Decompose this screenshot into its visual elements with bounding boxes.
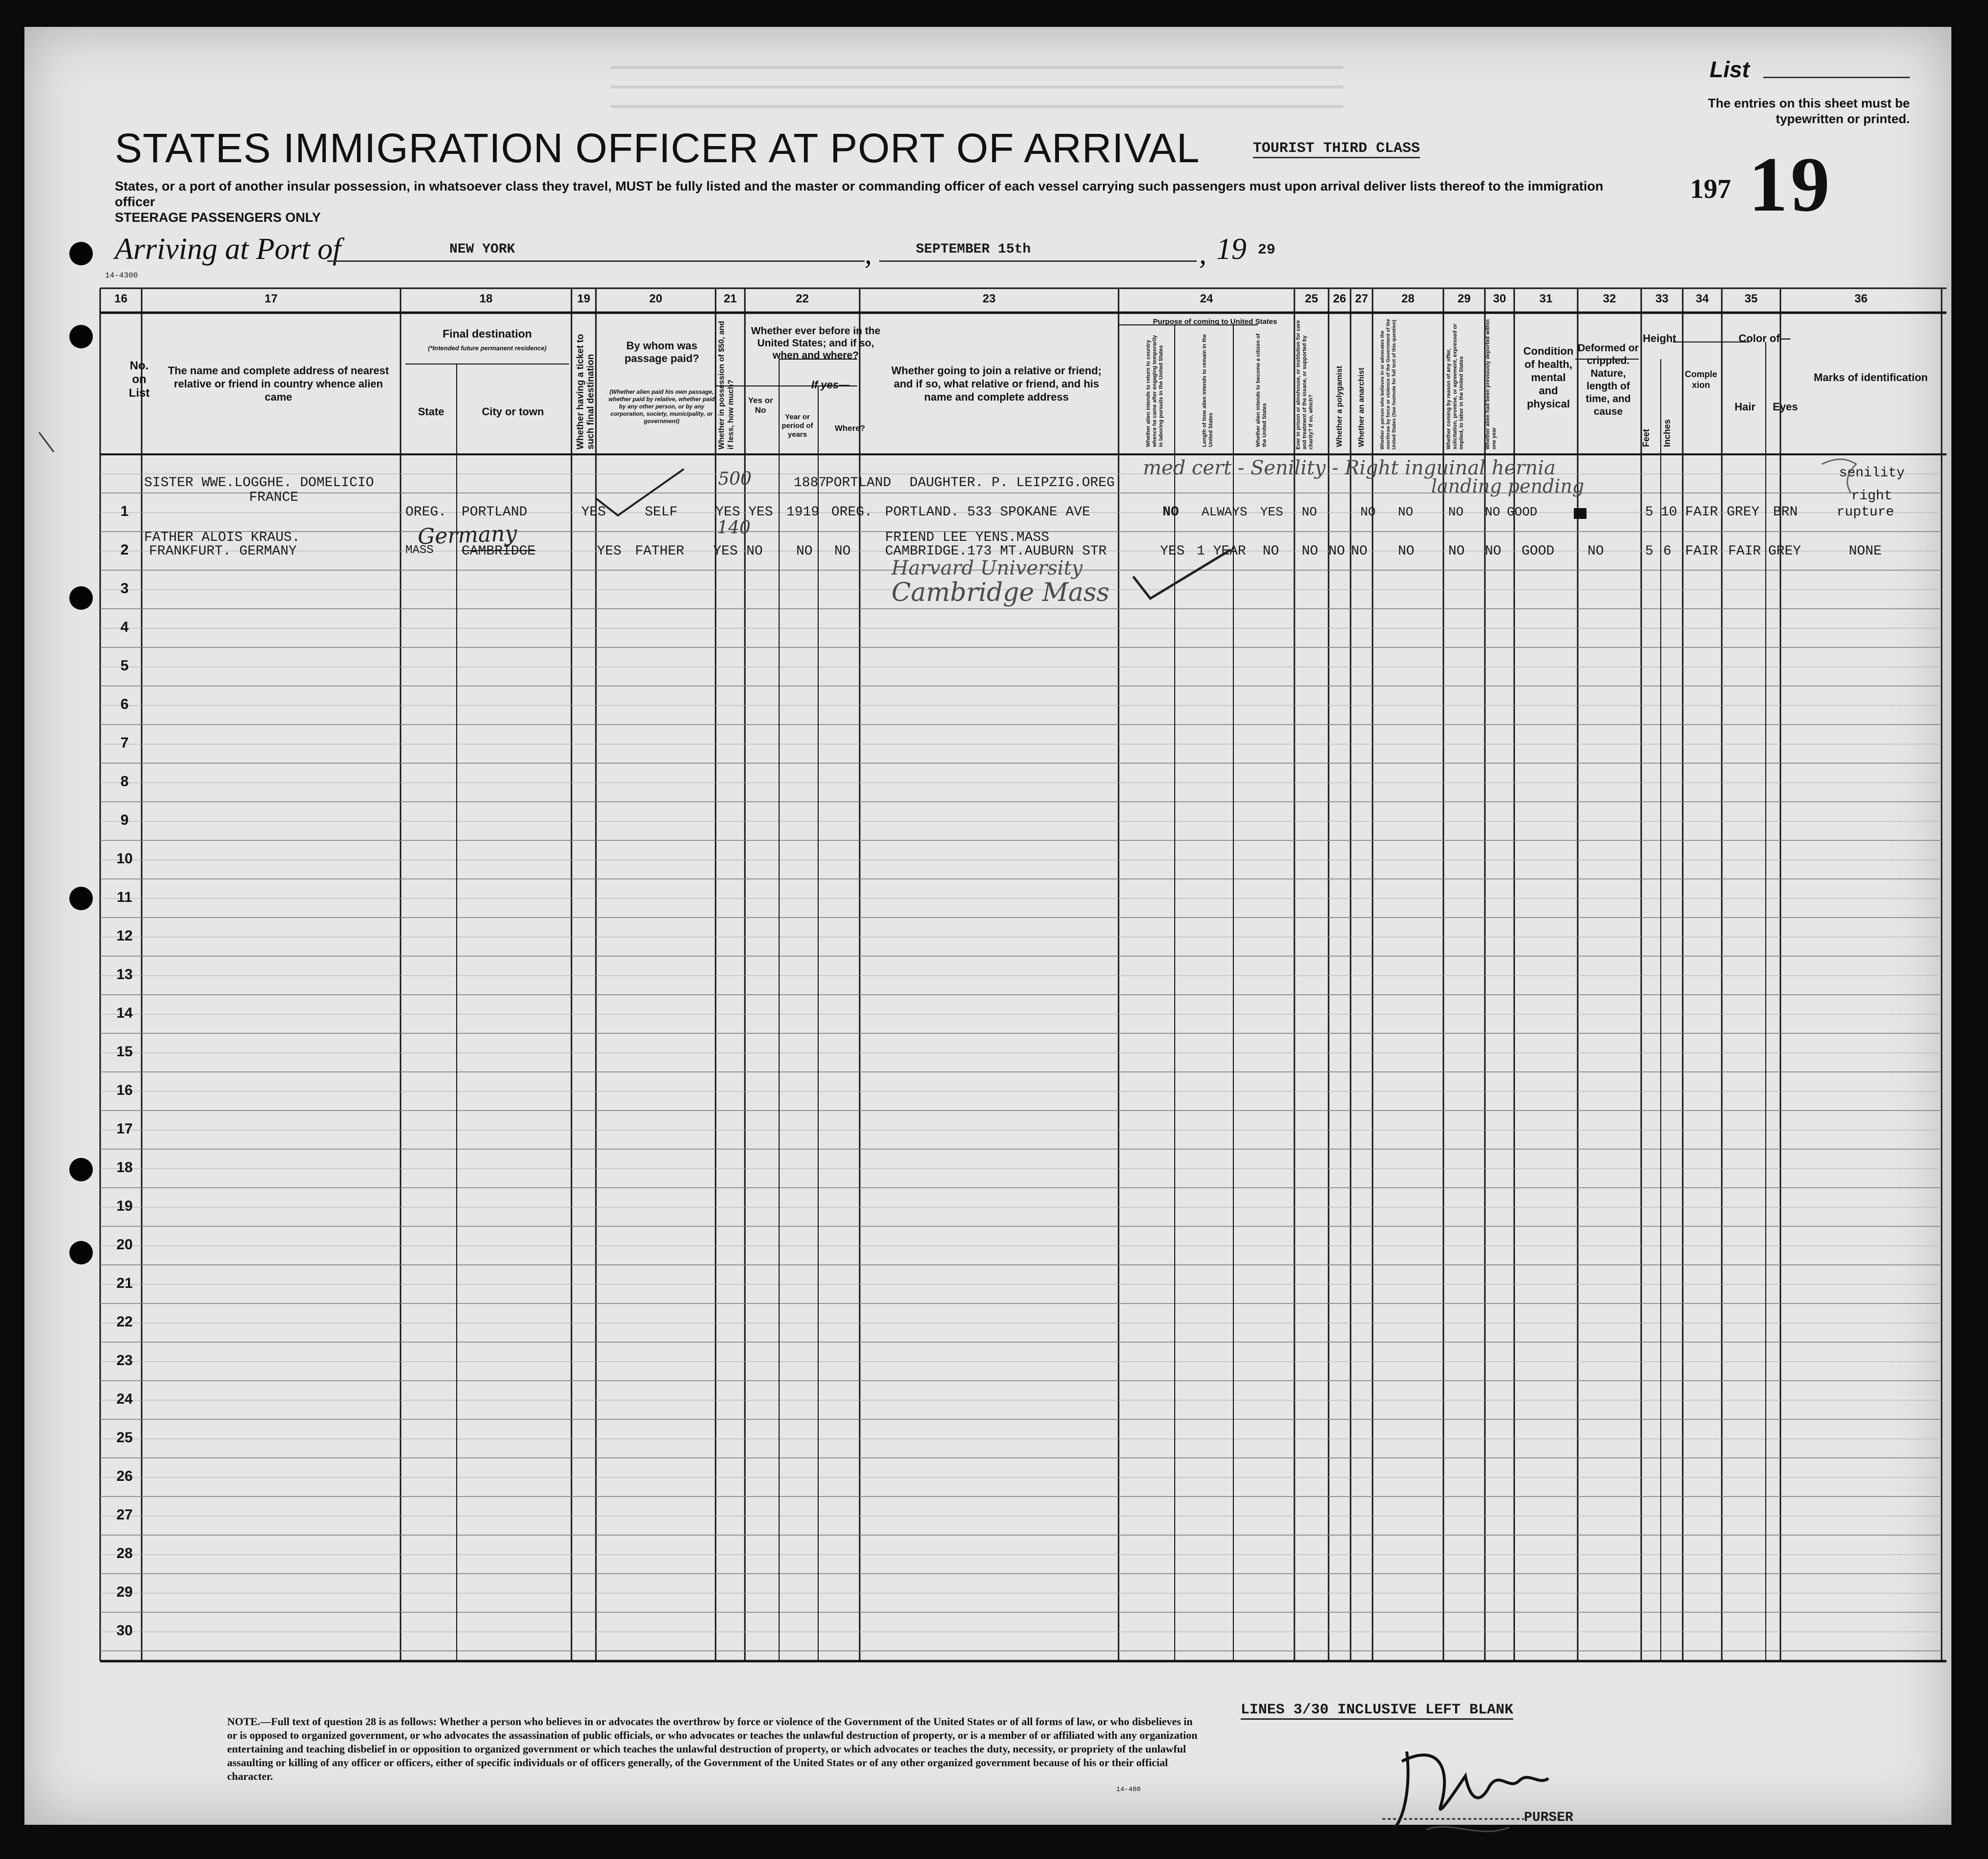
header-paid-by: By whom was passage paid? xyxy=(624,340,699,364)
column-number: 21 xyxy=(723,292,737,305)
comma: , xyxy=(865,237,872,270)
header-join: Whether going to join a relative or friend; and if so, what relative or friend, and his name and complete address xyxy=(891,364,1102,403)
cell-money: YES xyxy=(713,544,738,559)
cell-city: PORTLAND xyxy=(462,505,528,520)
header-state: State xyxy=(418,406,444,418)
row-number: 25 xyxy=(116,1430,133,1446)
column-number: 17 xyxy=(264,292,278,305)
header-relative: The name and complete address of nearest relative or friend in country whence alien came xyxy=(168,364,389,403)
column-number: 24 xyxy=(1200,292,1213,305)
column-number: 29 xyxy=(1458,292,1471,305)
year-suffix: 29 xyxy=(1258,242,1276,258)
footer-note: NOTE.—Full text of question 28 is as follows: Whether a person who believes in or advocates the overthrow by force or violence of the Government of the United States or of all forms of law, or who disbelieves in or is opposed to organized government, or who advocates the assassination of public officials, or who advocates or teaches the unlawful destruction of property, or is a member of or affiliated with any organization entertaining and teaching disbelief in or opposition to organized government or which teaches the unlawful destruction of property, or which advocates or teaches the duty, necessity, or propriety of the unlawful assaulting or killing of any officer or officers, either of specific individuals or of officers generally, of the Government of the United States or of any other organized government because of his or their official character. xyxy=(227,1715,1198,1782)
footer-form-code: 14-480 xyxy=(1116,1786,1141,1794)
cell-prison: NO xyxy=(1302,505,1317,519)
header-deported: Whether alien had been previously deported within one year xyxy=(1485,319,1497,449)
header-inches: Inches xyxy=(1662,419,1672,447)
cell-year: 1887 xyxy=(794,475,827,491)
header-citizen: Whether alien intends to become a citizen of the United States xyxy=(1255,333,1268,447)
header-overthrow: Whether a person who believes in or advocates the overthrow by force or violence of the Government of the United States (See footnote for full text of this question) xyxy=(1380,319,1397,449)
cell-feet: 5 xyxy=(1645,505,1653,520)
cell-before: NO xyxy=(746,544,763,559)
handwritten-annotation: landing pending xyxy=(1431,475,1585,497)
header-prison: Ever in prison or almshouse, or institution for care and treatment of the insane, or supported by charity? If so, which? xyxy=(1295,320,1314,449)
row-number: 1 xyxy=(120,503,129,519)
header-complexion: Complexion xyxy=(1685,369,1717,390)
cell-deformed-blot xyxy=(1574,508,1586,519)
handwritten-annotation: med cert - Senility - Right inguinal hernia xyxy=(1143,457,1556,479)
cell-feet: 5 xyxy=(1645,544,1653,559)
column-number: 26 xyxy=(1333,292,1346,305)
cell-prison: NO xyxy=(1302,544,1318,559)
header-anarchist: Whether an anarchist xyxy=(1357,367,1366,447)
port-value: NEW YORK xyxy=(449,242,515,257)
row-number: 28 xyxy=(116,1545,133,1561)
cell-where: OREG. xyxy=(831,505,873,520)
row-number: 27 xyxy=(116,1507,133,1523)
purser-label: PURSER xyxy=(1524,1810,1573,1825)
cell-year: 1919 xyxy=(786,505,820,520)
row-number: 10 xyxy=(116,851,133,867)
cell-ticket: YES xyxy=(597,544,622,559)
column-number: 36 xyxy=(1854,292,1868,305)
cell-return: YES xyxy=(1160,544,1185,559)
cell-state: OREG. xyxy=(405,505,447,520)
header-yes-no: Yes or No xyxy=(748,396,773,415)
cell-citizen: YES xyxy=(1260,505,1283,519)
header-color: Color of— xyxy=(1738,332,1791,344)
header-before: Whether ever before in the United States; and if so, when and where? xyxy=(751,325,881,361)
cell-year: NO xyxy=(796,544,813,559)
row-number: 19 xyxy=(116,1198,133,1214)
row-number: 17 xyxy=(116,1121,133,1137)
cell-money-handwritten: 500 xyxy=(718,469,752,489)
cell-relative: FATHER ALOIS KRAUS. xyxy=(144,530,300,545)
cell-complexion: FAIR xyxy=(1685,544,1718,559)
row-number: 26 xyxy=(116,1468,133,1484)
row-number: 29 xyxy=(116,1584,133,1600)
column-number: 22 xyxy=(796,292,809,305)
row-number: 21 xyxy=(116,1275,133,1291)
header-where: Where? xyxy=(834,424,866,433)
header-city: City or town xyxy=(482,406,544,418)
year-prefix: 19 xyxy=(1216,233,1247,266)
handwritten-join: Cambridge Mass xyxy=(891,578,1110,607)
page-title: STATES IMMIGRATION OFFICER AT PORT OF ARRIVAL xyxy=(115,125,1200,171)
cell-anarchist: NO xyxy=(1360,505,1376,519)
lines-blank: LINES 3/30 INCLUSIVE LEFT BLANK xyxy=(1241,1702,1513,1720)
row-number: 30 xyxy=(116,1623,133,1639)
cell-eyes: BRN xyxy=(1773,505,1798,520)
header-eyes: Eyes xyxy=(1773,401,1798,413)
rules-text: States, or a port of another insular possession, in whatsoever class they travel, MUST be fully listed and the master or commanding officer of each vessel carrying such passengers must upon arrival deliver lists thereof to the immigration officer STEERAGE PASSENGERS ONLY xyxy=(115,179,1604,225)
cell-polygamist: NO xyxy=(1329,544,1345,559)
cell-marks: right xyxy=(1851,489,1893,504)
header-ticket: Whether having a ticket to such final destination xyxy=(575,334,596,449)
column-number: 35 xyxy=(1744,292,1758,305)
row-number: 3 xyxy=(120,580,129,597)
row-number: 24 xyxy=(116,1391,133,1407)
row-number: 23 xyxy=(116,1352,133,1368)
column-number: 16 xyxy=(114,292,127,305)
purser-signature xyxy=(1382,1732,1627,1859)
sheet-prefix: 197 xyxy=(1690,174,1731,204)
row-number: 20 xyxy=(116,1237,133,1253)
column-number: 34 xyxy=(1695,292,1709,305)
column-number: 32 xyxy=(1603,292,1616,305)
header-final-destination-sub: (*Intended future permanent residence) xyxy=(428,344,547,352)
cell-where: NO xyxy=(834,544,851,559)
row-number: 12 xyxy=(116,928,133,944)
header-final-destination: Final destination xyxy=(443,327,532,340)
header-marks: Marks of identification xyxy=(1814,371,1928,384)
column-number: 31 xyxy=(1539,292,1553,305)
cell-offer: NO xyxy=(1448,544,1465,559)
cell-inches: 6 xyxy=(1663,544,1671,559)
row-number: 8 xyxy=(120,773,129,790)
row-number: 9 xyxy=(120,812,129,828)
sheet-number: 19 xyxy=(1749,141,1833,228)
comma: , xyxy=(1199,237,1206,270)
header-no-on-list: No. on List xyxy=(128,359,150,400)
cell-relative: FRANCE xyxy=(249,490,298,505)
cell-join: PORTLAND. 533 SPOKANE AVE xyxy=(885,505,1091,520)
cell-complexion: FAIR xyxy=(1685,505,1718,520)
cell-overthrow: NO xyxy=(1398,505,1414,519)
column-number: 28 xyxy=(1401,292,1415,305)
row-number: 11 xyxy=(117,889,132,905)
header-purpose: Purpose of coming to United States xyxy=(1153,318,1277,326)
column-number: 23 xyxy=(982,292,996,305)
cell-paid-by: FATHER xyxy=(635,544,684,559)
cell-money: YES xyxy=(716,505,740,520)
cell-marks: rupture xyxy=(1837,505,1894,520)
cell-overthrow: NO xyxy=(1398,544,1415,559)
cell-hair: FAIR xyxy=(1728,544,1761,559)
column-number: 25 xyxy=(1305,292,1318,305)
cell-citizen: NO xyxy=(1263,544,1279,559)
cell-before: YES xyxy=(748,505,773,520)
cell-money-handwritten: 140 xyxy=(717,518,751,538)
cell-hair: GREY xyxy=(1727,505,1760,520)
row-number: 14 xyxy=(116,1005,133,1021)
manifest-sheet xyxy=(24,27,1951,1825)
cell-length: 1 YEAR xyxy=(1197,544,1246,559)
column-number: 27 xyxy=(1355,292,1368,305)
row-number: 16 xyxy=(116,1082,133,1098)
cell-marks: senility xyxy=(1839,466,1905,481)
cell-health: GOOD xyxy=(1507,505,1538,519)
class-label: TOURIST THIRD CLASS xyxy=(1253,140,1420,158)
cell-paid-by: SELF xyxy=(645,505,678,520)
header-health: Condition of health, mental and physical xyxy=(1523,345,1574,410)
cell-inches: 10 xyxy=(1661,505,1677,520)
cell-length: ALWAYS xyxy=(1202,505,1248,519)
header-length: Length of time alien intends to remain in the United States xyxy=(1202,334,1214,447)
cell-deformed: NO xyxy=(1587,544,1604,559)
row-number: 7 xyxy=(120,735,129,751)
cell-join: DAUGHTER. P. LEIPZIG.OREG xyxy=(909,475,1115,491)
cell-relative: SISTER WWE.LOGGHE. DOMELICIO xyxy=(144,475,374,491)
header-return: Whether alien intends to return to country whence he came after engaging temporarily in laboring pursuits in the United States xyxy=(1145,335,1164,447)
row-number: 6 xyxy=(120,696,129,712)
cell-ticket: YES xyxy=(581,505,606,520)
handwritten-join: Harvard University xyxy=(891,557,1083,579)
cell-where: PORTLAND xyxy=(825,475,891,491)
row-number: 15 xyxy=(116,1044,133,1060)
cell-state: MASS xyxy=(405,544,434,557)
header-feet: Feet xyxy=(1641,428,1651,447)
date-value: SEPTEMBER 15th xyxy=(916,242,1031,257)
row-number: 5 xyxy=(120,658,129,674)
row-number: 2 xyxy=(120,542,129,558)
header-money: Whether in possession of $50, and if less, how much? xyxy=(718,321,735,449)
header-year: Year or period of years xyxy=(782,413,813,439)
cell-anarchist: NO xyxy=(1351,544,1368,559)
cell-join: FRIEND LEE YENS.MASS xyxy=(885,530,1050,545)
list-note: The entries on this sheet must be typewritten or printed. xyxy=(1708,96,1910,126)
column-number: 19 xyxy=(577,292,591,305)
row-number: 13 xyxy=(116,966,133,983)
header-deformed: Deformed or crippled. Nature, length of time, and cause xyxy=(1578,342,1639,417)
header-offer: Whether coming by reason of any offer, solicitation, promise, or agreement, expressed or implied, to labor in the United States xyxy=(1446,323,1464,449)
column-number: 20 xyxy=(649,292,662,305)
header-if-yes: If yes— xyxy=(811,379,850,391)
header-height: Height xyxy=(1643,332,1676,344)
row-number: 4 xyxy=(120,619,129,635)
column-number: 30 xyxy=(1493,292,1506,305)
arriving-label: Arriving at Port of xyxy=(115,233,341,266)
cell-city: CAMBRIDGE xyxy=(462,544,536,559)
handwritten-state: Germany xyxy=(417,521,518,550)
cell-relative: FRANKFURT. GERMANY xyxy=(149,544,297,559)
cell-marks: NONE xyxy=(1849,544,1882,559)
cell-eyes: GREY xyxy=(1768,544,1801,559)
cell-deported: NO xyxy=(1485,505,1501,519)
header-paid-by-sub: (Whether alien paid his own passage, whether paid by relative, whether paid by any other person, or by any corporation, society, municipality, or government) xyxy=(608,388,715,425)
cell-join: CAMBRIDGE.173 MT.AUBURN STR xyxy=(885,544,1107,559)
header-hair: Hair xyxy=(1734,401,1755,413)
cell-deported: NO xyxy=(1485,544,1502,559)
row-number: 22 xyxy=(116,1314,133,1330)
column-number: 18 xyxy=(479,292,493,305)
column-number: 33 xyxy=(1655,292,1669,305)
list-label: List xyxy=(1710,57,1750,82)
form-code: 14-4300 xyxy=(105,271,138,280)
header-polygamist: Whether a polygamist xyxy=(1335,365,1344,447)
cell-return: NO xyxy=(1163,505,1179,520)
cell-offer: NO xyxy=(1448,505,1464,519)
row-number: 18 xyxy=(116,1159,133,1175)
cell-health: GOOD xyxy=(1522,544,1555,559)
